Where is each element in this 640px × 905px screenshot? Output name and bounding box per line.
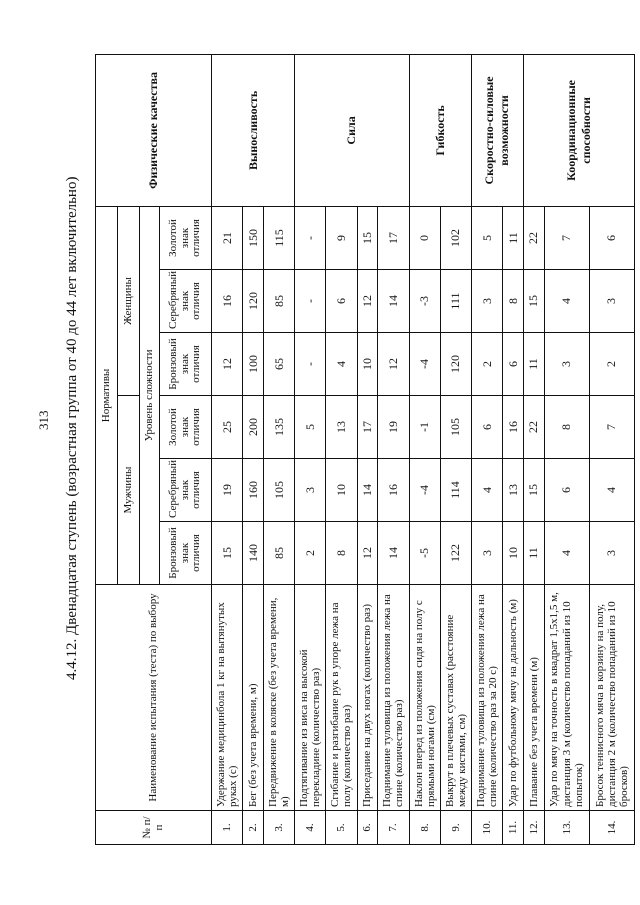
men-bronze-value: 85 [263, 522, 294, 585]
women-silver-value: - [295, 270, 326, 333]
men-gold-value: 105 [440, 396, 471, 459]
header-men: Мужчины [118, 396, 140, 585]
men-silver-value: 6 [544, 459, 589, 522]
quality-endurance: Выносливость [212, 54, 295, 206]
women-bronze-value: 12 [378, 333, 409, 396]
test-name: Выкрут в плечевых суставах (расстояние между кистями, см) [440, 585, 471, 811]
women-gold-value: 21 [212, 206, 243, 269]
row-number: 8. [409, 811, 440, 845]
men-gold-value: 16 [503, 396, 524, 459]
women-gold-value: 115 [263, 206, 294, 269]
women-bronze-value: 10 [357, 333, 378, 396]
row-number: 4. [295, 811, 326, 845]
test-name: Поднимание туловища из положения лежа на спине (количество раз) [378, 585, 409, 811]
quality-strength: Сила [295, 54, 409, 206]
men-silver-value: 14 [357, 459, 378, 522]
table-row [295, 54, 326, 844]
men-gold-value: 25 [212, 396, 243, 459]
women-bronze-value: 2 [589, 333, 634, 396]
women-silver-value: 14 [378, 270, 409, 333]
women-gold-value: 7 [544, 206, 589, 269]
men-gold-value: 13 [326, 396, 357, 459]
women-gold-value: 0 [409, 206, 440, 269]
men-silver-value: -4 [409, 459, 440, 522]
quality-flexibility: Гибкость [409, 54, 471, 206]
row-number: 1. [212, 811, 243, 845]
women-silver-value: 6 [326, 270, 357, 333]
quality-speed-strength: Скоростно-силовые возможности [471, 54, 523, 206]
row-number: 10. [471, 811, 502, 845]
women-gold-value: 11 [503, 206, 524, 269]
men-bronze-value: 3 [471, 522, 502, 585]
women-bronze-value: 4 [326, 333, 357, 396]
row-number: 7. [378, 811, 409, 845]
header-men-gold: Золотой знак отличия [160, 396, 212, 459]
men-bronze-value: 2 [295, 522, 326, 585]
women-silver-value: 85 [263, 270, 294, 333]
women-silver-value: 15 [523, 270, 544, 333]
women-bronze-value: 11 [523, 333, 544, 396]
women-gold-value: 9 [326, 206, 357, 269]
women-bronze-value: 65 [263, 333, 294, 396]
women-silver-value: 120 [243, 270, 264, 333]
men-gold-value: 5 [295, 396, 326, 459]
women-bronze-value: 2 [471, 333, 502, 396]
men-bronze-value: -5 [409, 522, 440, 585]
women-gold-value: 22 [523, 206, 544, 269]
men-bronze-value: 15 [212, 522, 243, 585]
header-women: Женщины [118, 206, 140, 395]
men-silver-value: 3 [295, 459, 326, 522]
men-bronze-value: 11 [523, 522, 544, 585]
normatives-table-container [95, 55, 635, 845]
women-bronze-value: 100 [243, 333, 264, 396]
women-silver-value: 8 [503, 270, 524, 333]
women-gold-value: 15 [357, 206, 378, 269]
row-number: 13. [544, 811, 589, 845]
table-row [212, 54, 243, 844]
women-gold-value: 5 [471, 206, 502, 269]
men-gold-value: 7 [589, 396, 634, 459]
women-silver-value: -3 [409, 270, 440, 333]
row-number: 6. [357, 811, 378, 845]
women-bronze-value: - [295, 333, 326, 396]
men-gold-value: 8 [544, 396, 589, 459]
row-number: 14. [589, 811, 634, 845]
row-number: 3. [263, 811, 294, 845]
header-women-bronze: Бронзовый знак отличия [160, 333, 212, 396]
women-silver-value: 12 [357, 270, 378, 333]
test-name: Удержание медицинбола 1 кг на вытянутых руках (с) [212, 585, 243, 811]
women-silver-value: 16 [212, 270, 243, 333]
women-silver-value: 111 [440, 270, 471, 333]
men-bronze-value: 14 [378, 522, 409, 585]
women-bronze-value: 12 [212, 333, 243, 396]
page-number: 313 [36, 410, 51, 430]
men-silver-value: 114 [440, 459, 471, 522]
normatives-table [95, 54, 635, 845]
test-name: Подтягивание из виса на высокой перекладине (количество раз) [295, 585, 326, 811]
test-name: Плавание без учета времени (м) [523, 585, 544, 811]
men-gold-value: 19 [378, 396, 409, 459]
table-row [471, 54, 502, 844]
men-gold-value: 17 [357, 396, 378, 459]
men-gold-value: 135 [263, 396, 294, 459]
row-number: 11. [503, 811, 524, 845]
women-bronze-value: 120 [440, 333, 471, 396]
men-bronze-value: 122 [440, 522, 471, 585]
header-men-bronze: Бронзовый знак отличия [160, 522, 212, 585]
men-gold-value: 22 [523, 396, 544, 459]
men-silver-value: 19 [212, 459, 243, 522]
women-gold-value: 102 [440, 206, 471, 269]
row-number: 12. [523, 811, 544, 845]
men-silver-value: 105 [263, 459, 294, 522]
table-row [409, 54, 440, 844]
women-gold-value: 6 [589, 206, 634, 269]
women-bronze-value: -4 [409, 333, 440, 396]
women-silver-value: 4 [544, 270, 589, 333]
women-gold-value: 17 [378, 206, 409, 269]
women-bronze-value: 6 [503, 333, 524, 396]
men-silver-value: 10 [326, 459, 357, 522]
quality-coordination: Координационные способности [523, 54, 634, 206]
men-gold-value: -1 [409, 396, 440, 459]
header-women-silver: Серебряный знак отличия [160, 270, 212, 333]
header-physical-qualities: Физические качества [96, 54, 212, 206]
test-name: Удар по мячу на точность в квадрат 1,5х1,5 м, дистанция 3 м (количество попаданий из 10 попыток) [544, 585, 589, 811]
header-test-name: Наименование испытания (теста) по выбору [96, 585, 212, 811]
men-bronze-value: 3 [589, 522, 634, 585]
row-number: 5. [326, 811, 357, 845]
men-silver-value: 4 [589, 459, 634, 522]
men-silver-value: 160 [243, 459, 264, 522]
men-silver-value: 13 [503, 459, 524, 522]
header-num: № п/п [96, 811, 212, 845]
women-gold-value: - [295, 206, 326, 269]
women-gold-value: 150 [243, 206, 264, 269]
men-silver-value: 16 [378, 459, 409, 522]
row-number: 2. [243, 811, 264, 845]
test-name: Приседание на двух ногах (количество раз) [357, 585, 378, 811]
men-bronze-value: 12 [357, 522, 378, 585]
test-name: Бросок теннисного мяча в корзину на полу, дистанция 2 м (количество попаданий из 10 бросков) [589, 585, 634, 811]
women-silver-value: 3 [471, 270, 502, 333]
men-bronze-value: 10 [503, 522, 524, 585]
header-normatives: Нормативы [96, 206, 118, 584]
test-name: Наклон вперед из положения сидя на полу с прямыми ногами (см) [409, 585, 440, 811]
test-name: Поднимание туловища из положения лежа на спине (количество раз за 20 с) [471, 585, 502, 811]
men-silver-value: 4 [471, 459, 502, 522]
test-name: Удар по футбольному мячу на дальность (м) [503, 585, 524, 811]
header-women-gold: Золотой знак отличия [160, 206, 212, 269]
men-bronze-value: 8 [326, 522, 357, 585]
header-men-silver: Серебряный знак отличия [160, 459, 212, 522]
row-number: 9. [440, 811, 471, 845]
test-name: Бег (без учета времени, м) [243, 585, 264, 811]
men-gold-value: 200 [243, 396, 264, 459]
men-silver-value: 15 [523, 459, 544, 522]
women-silver-value: 3 [589, 270, 634, 333]
section-title: 4.4.12. Двенадцатая ступень (возрастная группа от 40 до 44 лет включительно) [64, 176, 80, 680]
men-bronze-value: 140 [243, 522, 264, 585]
test-name: Сгибание и разгибание рук в упоре лежа на полу (количество раз) [326, 585, 357, 811]
header-difficulty-level: Уровень сложности [140, 206, 160, 584]
test-name: Передвижение в коляске (без учета времени, м) [263, 585, 294, 811]
men-gold-value: 6 [471, 396, 502, 459]
men-bronze-value: 4 [544, 522, 589, 585]
table-row [523, 54, 544, 844]
women-bronze-value: 3 [544, 333, 589, 396]
